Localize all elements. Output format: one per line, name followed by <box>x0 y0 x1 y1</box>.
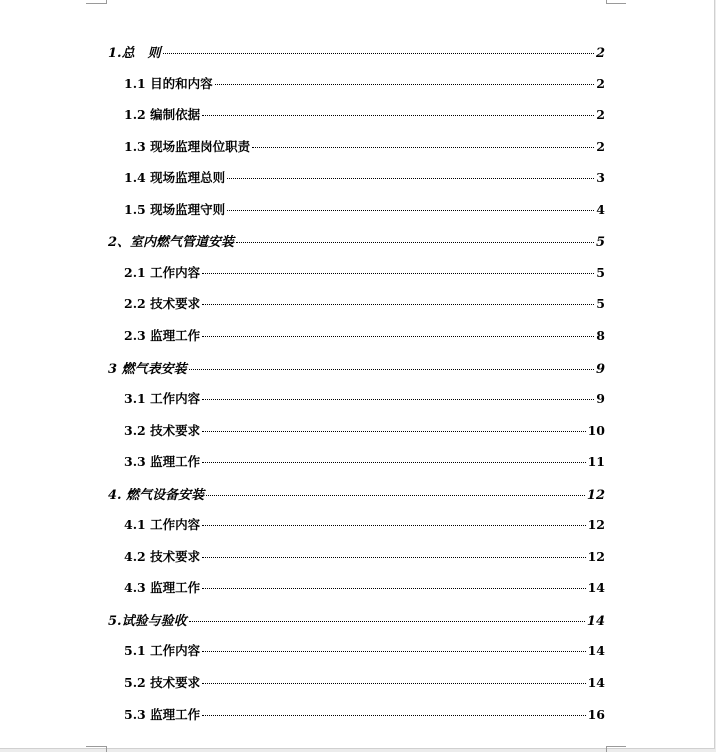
toc-page-number: 2 <box>596 139 605 154</box>
toc-entry[interactable] <box>124 547 605 565</box>
toc-dot-leader <box>202 399 594 400</box>
toc-entry[interactable] <box>124 263 605 281</box>
toc-dot-leader <box>163 53 594 54</box>
toc-entry[interactable] <box>124 452 605 470</box>
toc-entry-title: 3 燃气表安装 <box>108 362 187 377</box>
toc-entry-title: 1.2 编制依据 <box>124 107 201 122</box>
toc-page-number: 14 <box>587 643 605 658</box>
toc-entry[interactable] <box>124 641 605 659</box>
toc-page-number: 12 <box>587 517 605 532</box>
toc-dot-leader <box>202 651 585 652</box>
toc-page-number: 14 <box>586 614 605 629</box>
toc-page-number: 12 <box>586 488 605 503</box>
toc-dot-leader <box>206 495 585 496</box>
toc-page-number: 12 <box>587 549 605 564</box>
toc-page-number: 4 <box>596 202 605 217</box>
toc-dot-leader <box>202 683 585 684</box>
toc-page-number: 5 <box>596 265 605 280</box>
toc-entry-title: 5.1 工作内容 <box>124 643 201 658</box>
toc-dot-leader <box>227 210 594 211</box>
toc-entry-title: 5.2 技术要求 <box>124 675 201 690</box>
toc-dot-leader <box>202 462 585 463</box>
toc-dot-leader <box>202 431 585 432</box>
toc-entry-title: 2.1 工作内容 <box>124 265 201 280</box>
toc-entry-title: 1.1 目的和内容 <box>124 76 213 91</box>
toc-dot-leader <box>202 304 594 305</box>
toc-entry-title: 3.2 技术要求 <box>124 423 201 438</box>
toc-entry-title: 4.1 工作内容 <box>124 517 201 532</box>
toc-page-number: 2 <box>595 46 605 61</box>
toc-entry-title: 2.3 监理工作 <box>124 328 201 343</box>
toc-dot-leader <box>236 242 594 243</box>
toc-dot-leader <box>189 369 594 370</box>
toc-dot-leader <box>202 273 594 274</box>
toc-entry[interactable] <box>124 326 605 344</box>
toc-entry-title: 5.3 监理工作 <box>124 707 201 722</box>
toc-entry-title: 2.2 技术要求 <box>124 296 201 311</box>
toc-entry[interactable] <box>124 168 605 186</box>
toc-entry[interactable] <box>124 74 605 92</box>
toc-page-number: 16 <box>587 707 605 722</box>
toc-entry-title: 4. 燃气设备安装 <box>108 488 205 503</box>
toc-page-number: 9 <box>595 362 605 377</box>
toc-dot-leader <box>202 557 585 558</box>
toc-entry-title: 3.3 监理工作 <box>124 454 201 469</box>
toc-entry-title: 5.试验与验收 <box>108 614 187 629</box>
toc-dot-leader <box>202 715 585 716</box>
toc-entry[interactable] <box>124 105 605 123</box>
toc-entry[interactable] <box>124 421 605 439</box>
toc-entry[interactable] <box>124 515 605 533</box>
toc-entry[interactable] <box>108 610 605 628</box>
toc-dot-leader <box>252 147 594 148</box>
toc-dot-leader <box>215 84 595 85</box>
toc-entry-title: 3.1 工作内容 <box>124 391 201 406</box>
toc-entry[interactable] <box>124 578 605 596</box>
toc-entry-title: 4.2 技术要求 <box>124 549 201 564</box>
toc-entry-title: 1.总 则 <box>108 46 161 61</box>
toc-entry-title: 1.3 现场监理岗位职责 <box>124 139 251 154</box>
toc-entry[interactable] <box>124 137 605 155</box>
toc-entry-title: 1.4 现场监理总则 <box>124 170 226 185</box>
toc-entry[interactable] <box>124 294 605 312</box>
toc-page-number: 8 <box>596 328 605 343</box>
toc-page-number: 11 <box>587 454 605 469</box>
toc-entry[interactable] <box>124 705 605 723</box>
toc-page-number: 2 <box>596 76 605 91</box>
toc-entry[interactable] <box>108 358 605 376</box>
toc-page-number: 14 <box>587 675 605 690</box>
toc-page-number: 5 <box>596 296 605 311</box>
toc-dot-leader <box>189 621 585 622</box>
toc-entry-title: 2、室内燃气管道安装 <box>108 235 235 250</box>
toc-entry[interactable] <box>108 231 605 249</box>
toc-dot-leader <box>202 115 594 116</box>
toc-page-number: 3 <box>596 170 605 185</box>
toc-entry-title: 4.3 监理工作 <box>124 580 201 595</box>
toc-dot-leader <box>202 336 594 337</box>
toc-dot-leader <box>202 588 585 589</box>
toc-page-number: 2 <box>596 107 605 122</box>
toc-entry[interactable] <box>108 484 605 502</box>
toc-page-number: 14 <box>587 580 605 595</box>
toc-page-number: 9 <box>596 391 605 406</box>
toc-dot-leader <box>227 178 594 179</box>
toc-entry[interactable] <box>124 200 605 218</box>
toc-page-number: 10 <box>587 423 605 438</box>
toc-entry[interactable] <box>124 673 605 691</box>
toc-page-number: 5 <box>595 235 605 250</box>
toc-entry-title: 1.5 现场监理守则 <box>124 202 226 217</box>
toc-entry[interactable] <box>108 42 605 60</box>
toc-dot-leader <box>202 525 585 526</box>
toc-entry[interactable] <box>124 389 605 407</box>
